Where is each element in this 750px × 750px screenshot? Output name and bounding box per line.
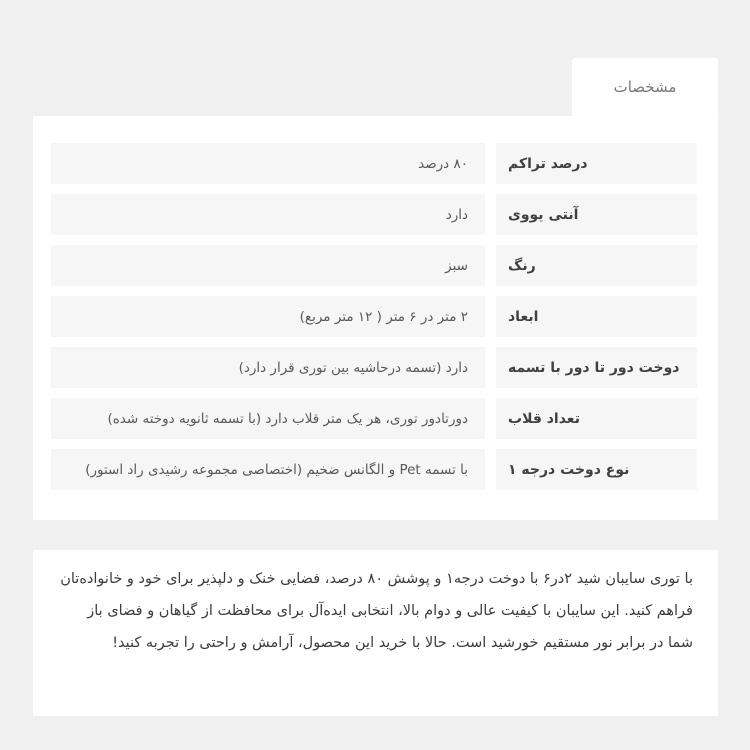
spec-value: دارد (تسمه درحاشیه بین توری قرار دارد) bbox=[51, 347, 485, 388]
table-row bbox=[51, 194, 697, 235]
spec-value: دارد bbox=[51, 194, 485, 235]
spec-value: ۲ متر در ۶ متر ( ۱۲ متر مربع) bbox=[51, 296, 485, 337]
spec-label: ابعاد bbox=[496, 296, 697, 337]
table-row bbox=[51, 245, 697, 286]
spec-label: تعداد قلاب bbox=[496, 398, 697, 439]
table-row bbox=[51, 347, 697, 388]
spec-value: ۸۰ درصد bbox=[51, 143, 485, 184]
spec-value: سبز bbox=[51, 245, 485, 286]
spec-value: دورتادور توری، هر یک متر قلاب دارد (با تسمه ثانویه دوخته شده) bbox=[51, 398, 485, 439]
spec-label: درصد تراکم bbox=[496, 143, 697, 184]
tab-specifications[interactable] bbox=[572, 58, 718, 116]
tab-specifications-label: مشخصات bbox=[613, 78, 677, 96]
product-description: با توری سایبان شید ۲در۶ با دوخت درجه۱ و پوشش ۸۰ درصد، فضایی خنک و دلپذیر برای خود و خانواده‌تان فراهم کنید. این سایبان با کیفیت عالی و دوام بالا، انتخابی ایده‌آل برای محافظت از گیاهان و فضای باز شما در برابر نور مستقیم خورشید است. حالا با خرید این محصول، آرامش و راحتی را تجربه کنید! bbox=[60, 571, 693, 651]
description-panel bbox=[33, 550, 718, 716]
spec-value: با تسمه Pet و الگانس ضخیم (اختصاصی مجموعه رشیدی راد استور) bbox=[51, 449, 485, 490]
table-row bbox=[51, 143, 697, 184]
spec-label: رنگ bbox=[496, 245, 697, 286]
spec-label: دوخت دور تا دور با تسمه bbox=[496, 347, 697, 388]
table-row bbox=[51, 398, 697, 439]
specifications-table bbox=[51, 143, 697, 490]
specifications-panel bbox=[33, 116, 718, 520]
spec-label: نوع دوخت درجه ۱ bbox=[496, 449, 697, 490]
spec-label: آنتی یووی bbox=[496, 194, 697, 235]
table-row bbox=[51, 296, 697, 337]
table-row bbox=[51, 449, 697, 490]
